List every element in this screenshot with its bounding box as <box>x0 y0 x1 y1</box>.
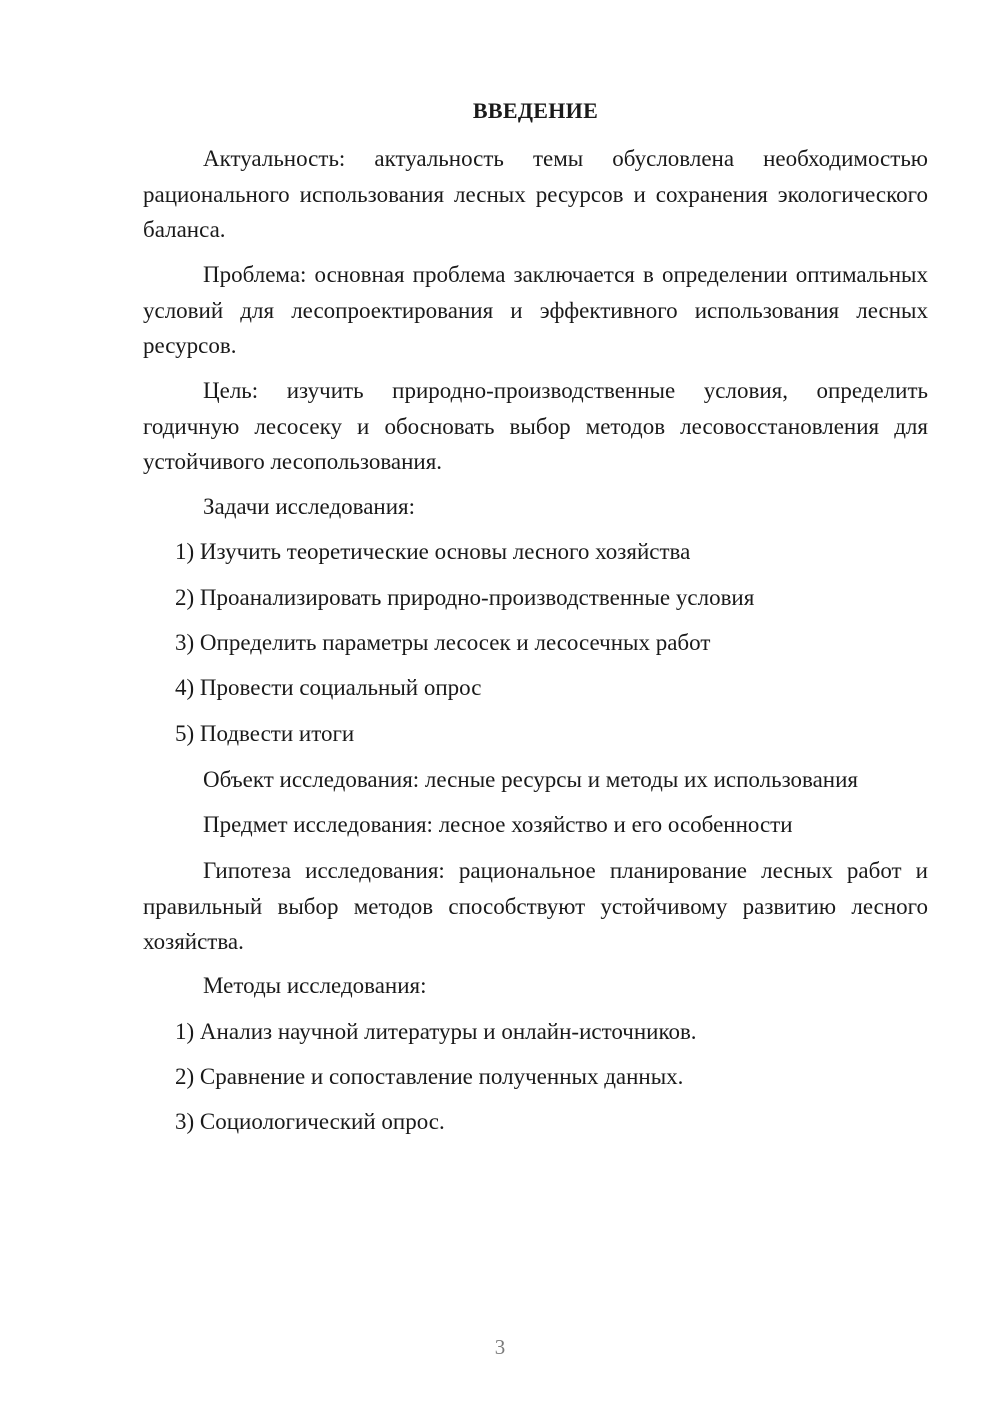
hypothesis-paragraph: Гипотеза исследования: рациональное планирование лесных работ и правильный выбор методов способствуют устойчивому развитию лесного хозяйства. <box>143 858 928 954</box>
task-item-5: 5) Подвести итоги <box>175 721 355 746</box>
object-line: Объект исследования: лесные ресурсы и методы их использования <box>203 767 858 792</box>
problem-paragraph: Проблема: основная проблема заключается в определении оптимальных условий для лесопроектирования и эффективного использования лесных ресурсов. <box>143 262 928 358</box>
methods-heading: Методы исследования: <box>203 973 427 998</box>
method-item-3: 3) Социологический опрос. <box>175 1109 445 1134</box>
page-title: ВВЕДЕНИЕ <box>472 98 599 123</box>
task-item-2: 2) Проанализировать природно-производственные условия <box>175 585 755 610</box>
relevance-paragraph: Актуальность: актуальность темы обусловлена необходимостью рационального использования лесных ресурсов и сохранения экологического баланса. <box>143 146 928 242</box>
goal-paragraph: Цель: изучить природно-производственные условия, определить годичную лесосеку и обосновать выбор методов лесовосстановления для устойчивого лесопользования. <box>143 378 928 474</box>
method-item-1: 1) Анализ научной литературы и онлайн-источников. <box>175 1019 697 1044</box>
task-item-1: 1) Изучить теоретические основы лесного хозяйства <box>175 539 691 564</box>
method-item-2: 2) Сравнение и сопоставление полученных данных. <box>175 1064 684 1089</box>
task-item-4: 4) Провести социальный опрос <box>175 675 482 700</box>
subject-line: Предмет исследования: лесное хозяйство и его особенности <box>203 812 793 837</box>
tasks-heading: Задачи исследования: <box>203 494 416 519</box>
task-item-3: 3) Определить параметры лесосек и лесосечных работ <box>175 630 711 655</box>
page-number: 3 <box>494 1335 506 1359</box>
